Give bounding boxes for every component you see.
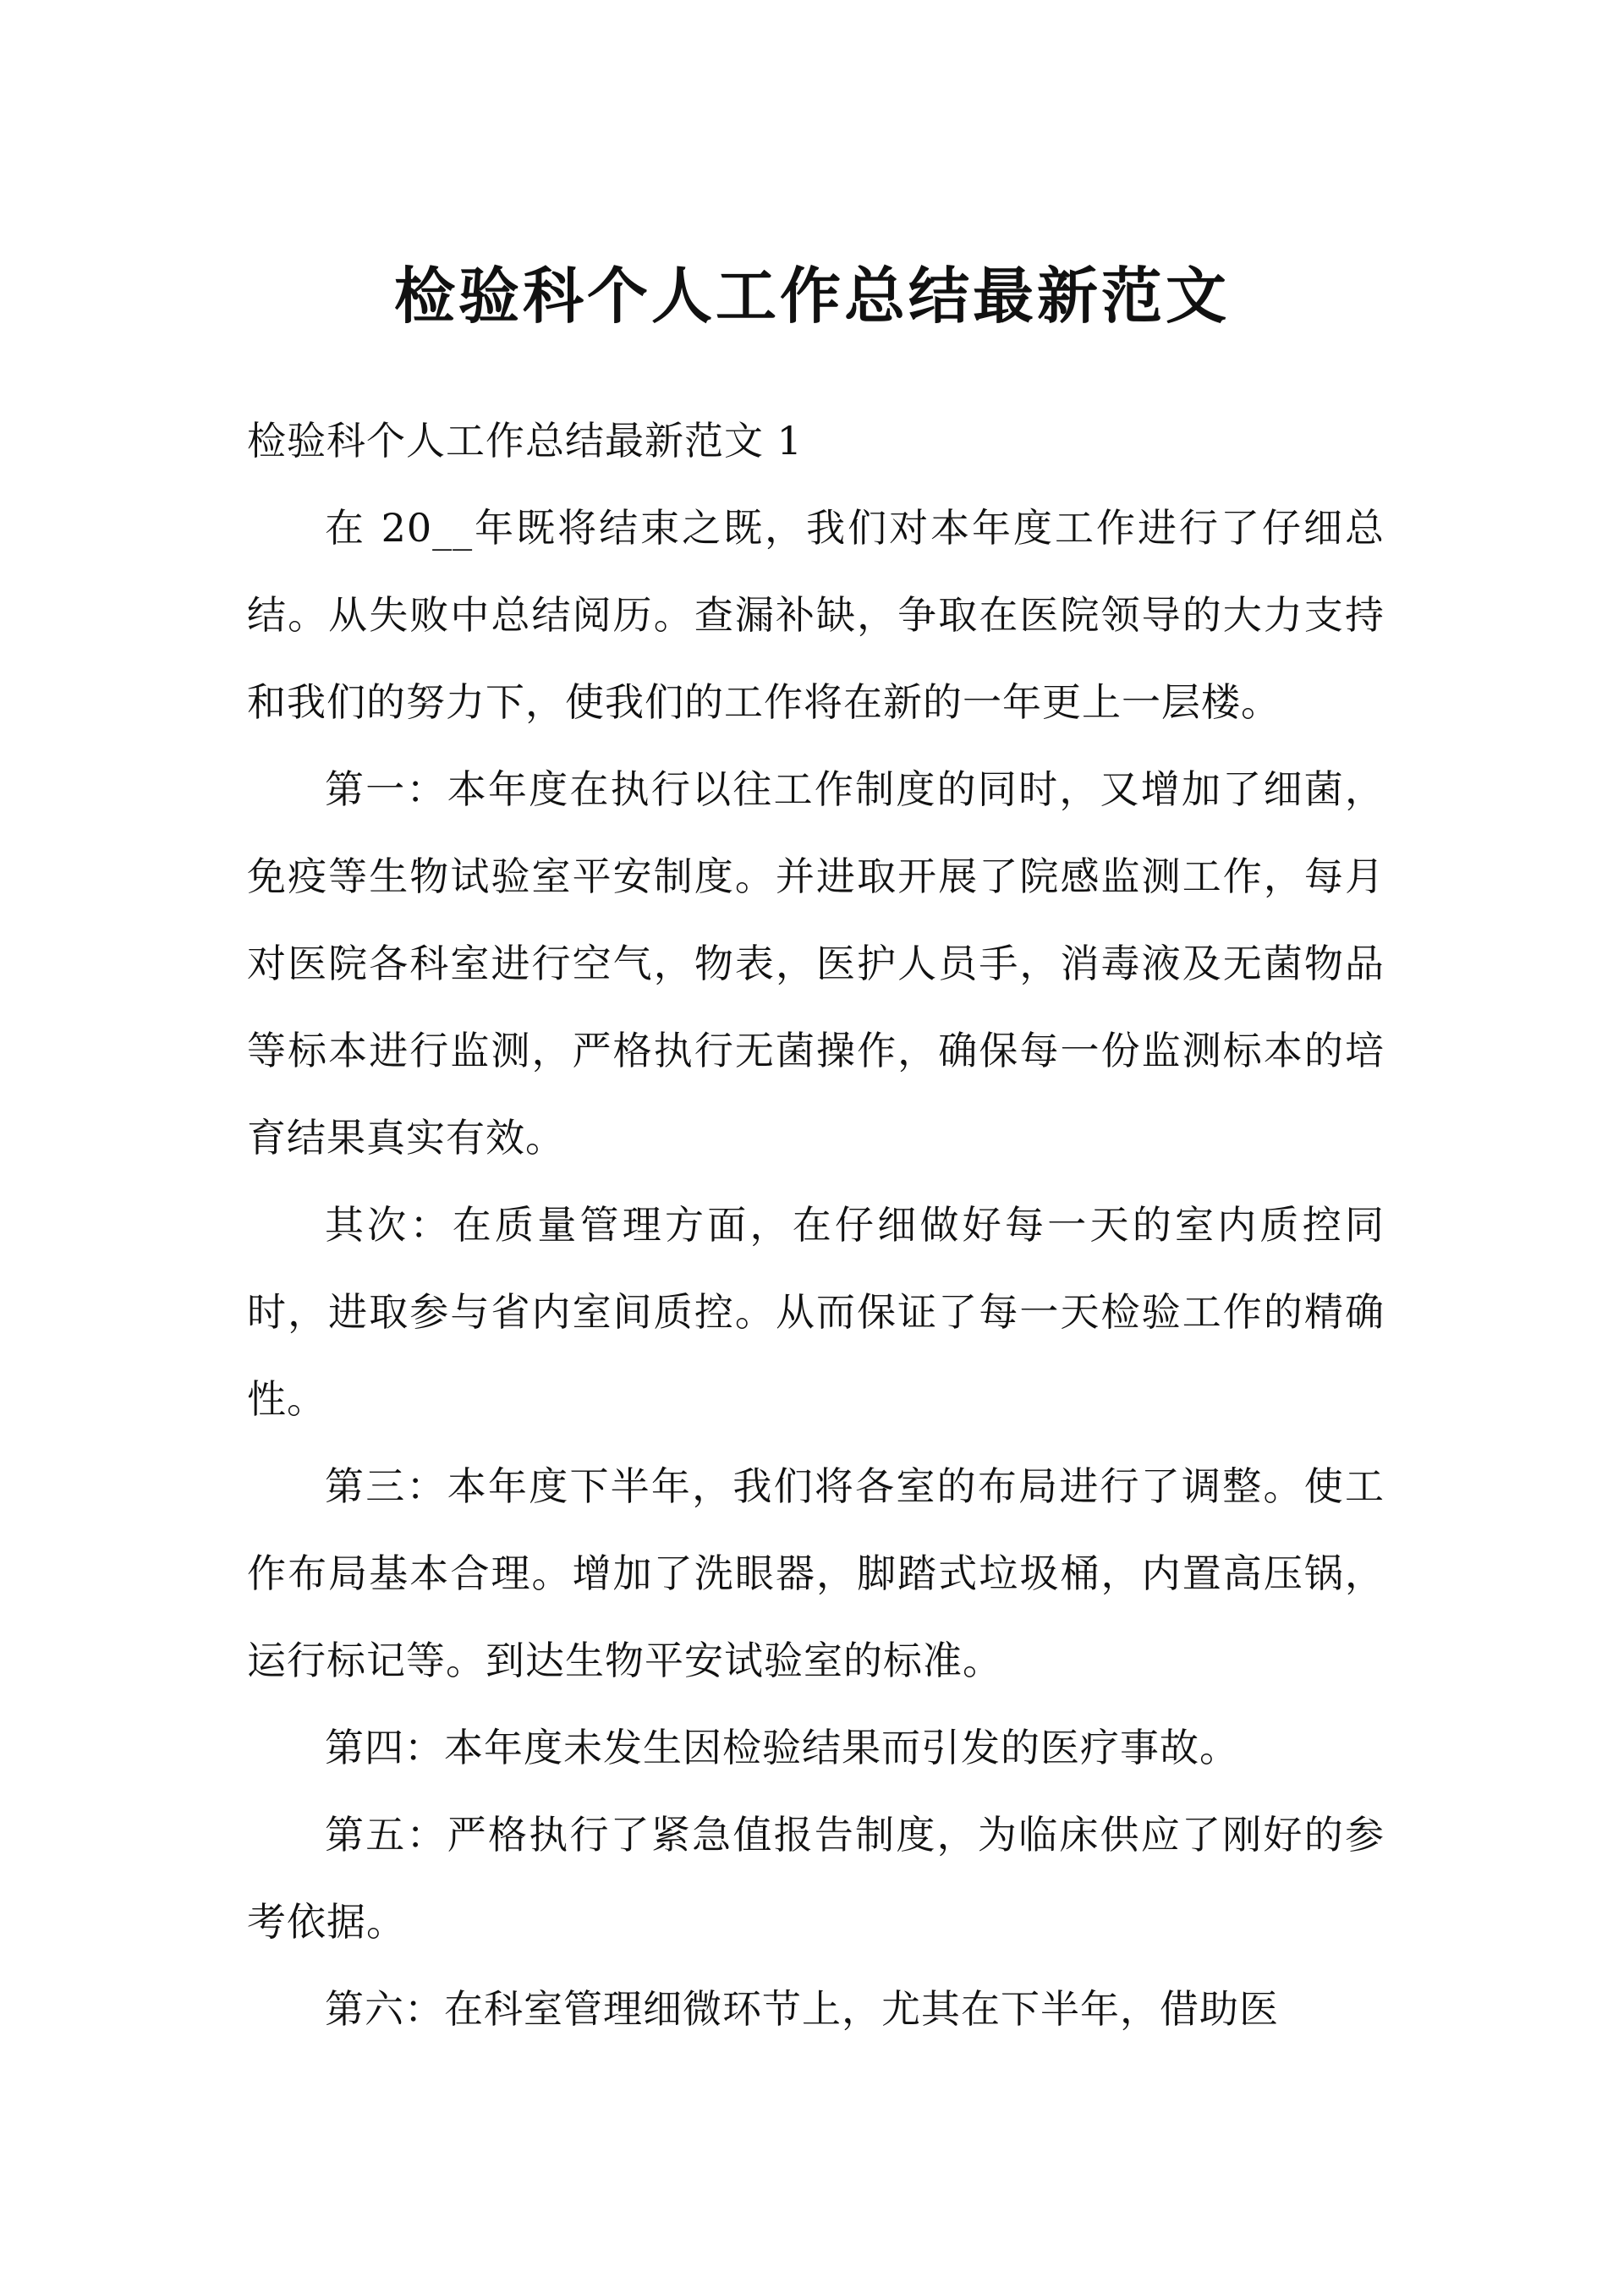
paragraph-fifth: 第五：严格执行了紧急值报告制度，为临床供应了刚好的参考依据。 [247,1812,1385,1945]
document-title: 检验科个人工作总结最新范文 [393,260,1230,332]
paragraph-sixth: 第六：在科室管理细微环节上，尤其在下半年，借助医 [325,1986,1279,2032]
paragraph-third: 第三：本年度下半年，我们将各室的布局进行了调整。使工作布局基本合理。增加了洗眼器，脚踏式垃圾桶，内置高压锅，运行标记等。到达生物平安试验室的标准。 [247,1463,1385,1683]
paragraph-first: 第一：本年度在执行以往工作制度的同时，又增加了细菌，免疫等生物试验室平安制度。并进取开展了院感监测工作，每月对医院各科室进行空气，物表，医护人员手，消毒液及无菌物品等标本进行监测，严格执行无菌操作，确保每一份监测标本的培育结果真实有效。 [247,766,1385,1161]
section-heading: 检验科个人工作总结最新范文 1 [247,418,803,464]
paragraph-second: 其次：在质量管理方面，在仔细做好每一天的室内质控同时，进取参与省内室间质控。从而保证了每一天检验工作的精确性。 [247,1202,1385,1422]
document-body [247,398,1385,2053]
paragraph-fourth: 第四：本年度未发生因检验结果而引发的医疗事故。 [325,1725,1239,1770]
paragraph-intro: 在 20__年既将结束之既，我们对本年度工作进行了仔细总结。从失败中总结阅历。查漏补缺，争取在医院领导的大力支持和我们的努力下，使我们的工作将在新的一年更上一层楼。 [247,505,1385,725]
